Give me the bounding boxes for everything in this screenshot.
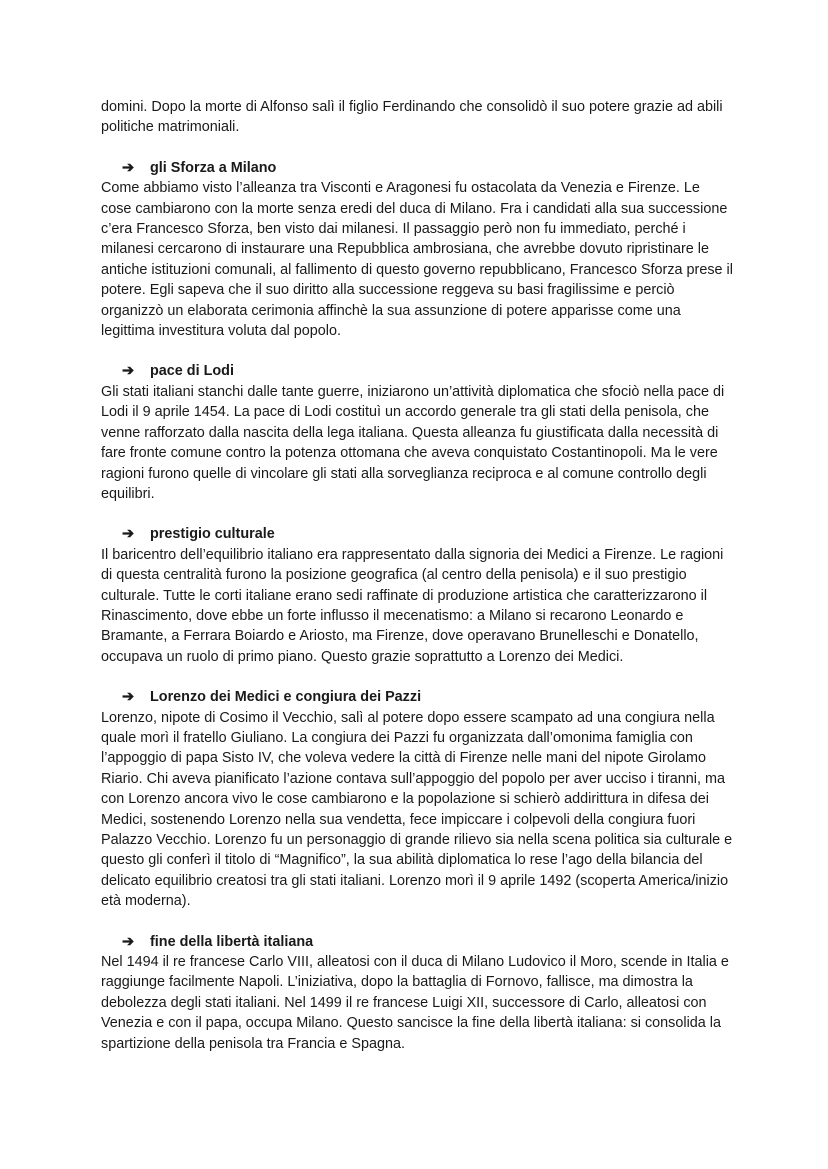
section-pace-di-lodi xyxy=(101,361,733,504)
section-body: Il baricentro dell’equilibrio italiano era rappresentato dalla signoria dei Medici a Firenze. Le ragioni di questa centralità furono la posizione geografica (al centro della penisola) e il suo prestigio culturale. Tutte le corti italiane erano sedi raffinate di produzione artistica che caratterizzarono il Rinascimento, dove ebbe un forte influsso il mecenatismo: a Milano si recarono Leonardo e Bramante, a Ferrara Boiardo e Ariosto, ma Firenze, dove operavano Brunelleschi e Donatello, occupava un ruolo di primo piano. Questo grazie soprattutto a Lorenzo dei Medici. xyxy=(101,546,724,665)
arrow-right-icon: ➔ xyxy=(122,363,135,380)
section-heading-text: prestigio culturale xyxy=(150,526,275,543)
section-heading xyxy=(122,932,733,952)
section-lorenzo-medici xyxy=(101,687,733,911)
section-body: Come abbiamo visto l’alleanza tra Visconti e Aragonesi fu ostacolata da Venezia e Firenze. Le cose cambiarono con la morte senza eredi del duca di Milano. Fra i candidati alla sua successione c’era Francesco Sforza, ben visto dai milanesi. Il passaggio però non fu immediato, perché i milanesi cercarono di instaurare una Repubblica ambrosiana, che avrebbe dovuto ripristinare le antiche istituzioni comunali, al fallimento di questo governo repubblicano, Francesco Sforza prese il potere. Egli sapeva che il suo diritto alla successione reggeva su basi fragilissime e perciò organizzò un elaborata cerimonia affinchè la sua assunzione di potere apparisse come una legittima investitura voluta dal popolo. xyxy=(101,180,733,340)
section-sforza xyxy=(101,158,733,342)
section-heading xyxy=(122,361,733,381)
section-heading-text: Lorenzo dei Medici e congiura dei Pazzi xyxy=(150,689,422,706)
arrow-right-icon: ➔ xyxy=(122,933,135,950)
section-prestigio-culturale xyxy=(101,524,733,667)
arrow-right-icon: ➔ xyxy=(122,159,135,176)
section-heading xyxy=(122,158,733,178)
arrow-right-icon: ➔ xyxy=(122,689,135,706)
section-body: Gli stati italiani stanchi dalle tante guerre, iniziarono un’attività diplomatica che sfociò nella pace di Lodi il 9 aprile 1454. La pace di Lodi costituì un accordo generale tra gli stati della penisola, che venne rafforzato dalla nascita della lega italiana. Questa alleanza fu giustificata dalla necessità di fare fronte comune contro la potenza ottomana che aveva conquistato Costantinopoli. Ma le vere ragioni furono quelle di vincolare gli stati alla sorveglianza reciproca e al comune controllo degli equilibri. xyxy=(101,383,725,502)
arrow-right-icon: ➔ xyxy=(122,526,135,543)
section-fine-liberta xyxy=(101,932,733,1054)
section-body: Lorenzo, nipote di Cosimo il Vecchio, salì al potere dopo essere scampato ad una congiura nella quale morì il fratello Giuliano. La congiura dei Pazzi fu organizzata dall’omonima famiglia con l’appoggio di papa Sisto IV, che voleva vedere la città di Firenze nelle mani del nipote Girolamo Riario. Chi aveva pianificato l’azione contava sull’appoggio del popolo per aver ucciso i tiranni, ma con Lorenzo ancora vivo le cose cambiarono e la popolazione si schierò addirittura in difesa dei Medici, sostenendo Lorenzo nella sua vendetta, fece impiccare i colpevoli della congiura fuori Palazzo Vecchio. Lorenzo fu un personaggio di grande rilievo sia nella scena politica sia culturale e questo gli conferì il titolo di “Magnifico”, la sua abilità diplomatica lo rese l’ago della bilancia del delicato equilibrio creatosi tra gli stati italiani. Lorenzo morì il 9 aprile 1492 (scoperta America/inizio età moderna). xyxy=(101,709,733,910)
intro-paragraph: domini. Dopo la morte di Alfonso salì il figlio Ferdinando che consolidò il suo potere grazie ad abili politiche matrimoniali. xyxy=(101,99,723,136)
section-body: Nel 1494 il re francese Carlo VIII, alleatosi con il duca di Milano Ludovico il Moro, scende in Italia e raggiunge facilmente Napoli. L’iniziativa, dopo la battaglia di Fornovo, fallisce, ma dimostra la debolezza degli stati italiani. Nel 1499 il re francese Luigi XII, successore di Carlo, alleatosi con Venezia e con il papa, occupa Milano. Questo sancisce la fine della libertà italiana: si consolida la spartizione della penisola tra Francia e Spagna. xyxy=(101,954,729,1052)
section-heading-text: fine della libertà italiana xyxy=(150,933,314,950)
section-heading-text: pace di Lodi xyxy=(150,363,234,380)
section-heading xyxy=(122,524,733,544)
section-heading xyxy=(122,687,733,707)
section-heading-text: gli Sforza a Milano xyxy=(150,159,277,176)
